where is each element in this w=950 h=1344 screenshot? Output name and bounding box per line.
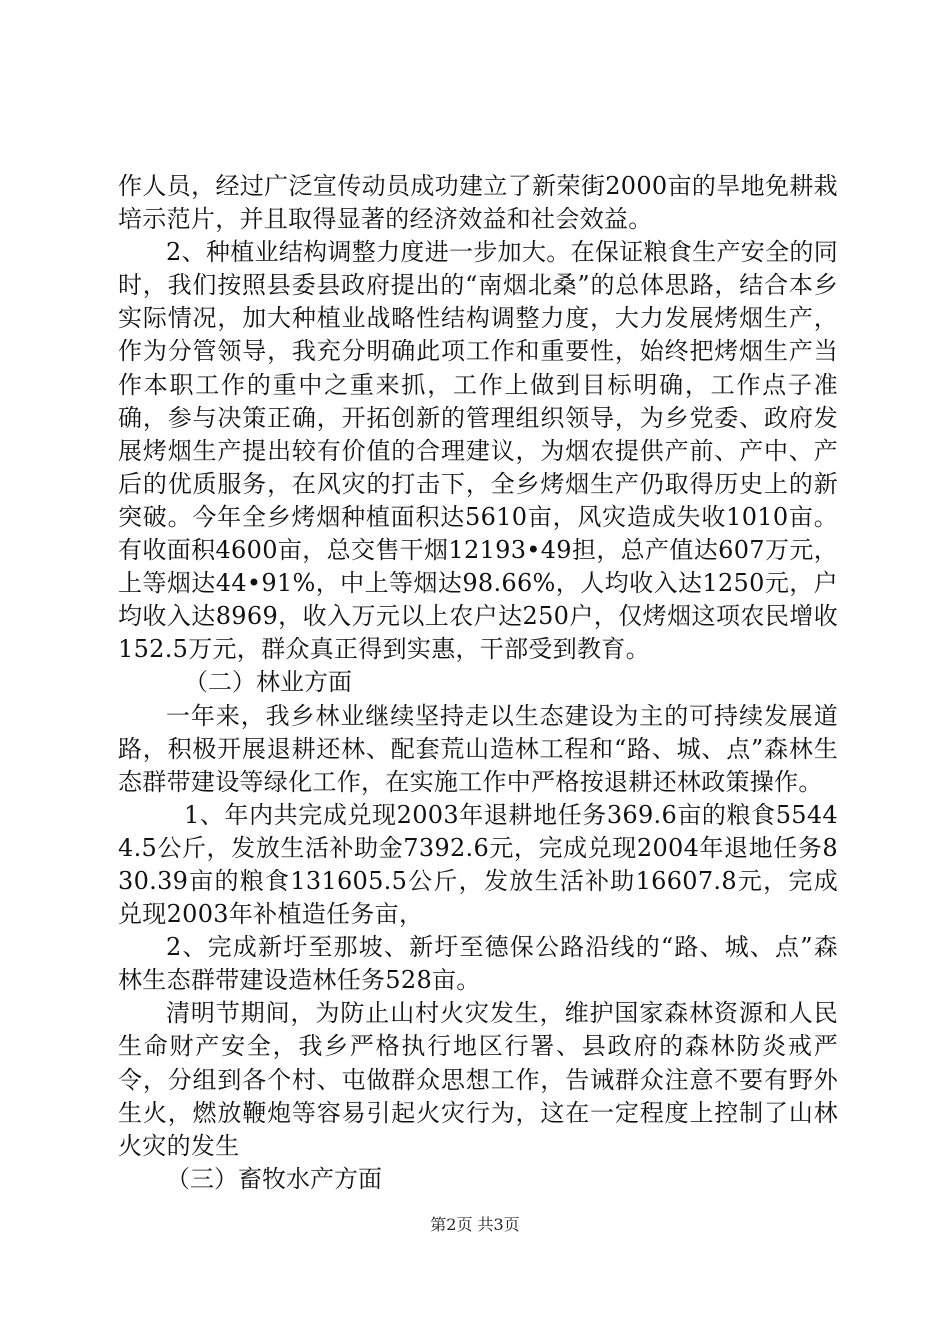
page-number: 第2页 共3页 — [430, 1215, 520, 1234]
paragraph-4: 1、年内共完成兑现2003年退耕地任务369.6亩的粮食55444.5公斤，发放生活补助金7392.6元，完成兑现2004年退地任务830.39亩的粮食131605.5公斤，发放生活补助16607.8元，完成兑现2003年补植造任务亩， — [118, 800, 838, 929]
paragraph-3: 一年来，我乡林业继续坚持走以生态建设为主的可持续发展道路，积极开展退耕还林、配套荒山造林工程和“路、城、点”森林生态群带建设等绿化工作，在实施工作中严格按退耕还林政策操作。 — [118, 701, 838, 796]
paragraph-1: 作人员，经过广泛宣传动员成功建立了新荣街2000亩的旱地免耕栽培示范片，并且取得显著的经济效益和社会效益。 — [118, 172, 838, 234]
section-heading-forestry: （二）林业方面 — [184, 668, 352, 697]
paragraph-5: 2、完成新圩至那坡、新圩至德保公路沿线的“路、城、点”森林生态群带建设造林任务528亩。 — [118, 933, 838, 995]
section-heading-livestock: （三）畜牧水产方面 — [166, 1164, 382, 1193]
document-body — [118, 170, 838, 1196]
paragraph-6: 清明节期间，为防止山村火灾发生，维护国家森林资源和人民生命财产安全，我乡严格执行地区行署、县政府的森林防炎戒严令，分组到各个村、屯做群众思想工作，告诫群众注意不要有野外生火，燃放鞭炮等容易引起火灾行为，这在一定程度上控制了山林火灾的发生 — [118, 999, 838, 1160]
paragraph-2: 2、种植业结构调整力度进一步加大。在保证粮食生产安全的同时，我们按照县委县政府提出的“南烟北桑”的总体思路，结合本乡实际情况，加大种植业战略性结构调整力度，大力发展烤烟生产，作为分管领导，我充分明确此项工作和重要性，始终把烤烟生产当作本职工作的重中之重来抓，工作上做到目标明确，工作点子准确，参与决策正确，开拓创新的管理组织领导，为乡党委、政府发展烤烟生产提出较有价值的合理建议，为烟农提供产前、产中、产后的优质服务，在风灾的打击下，全乡烤烟生产仍取得历史上的新突破。今年全乡烤烟种植面积达5610亩，风灾造成失收1010亩。有收面积4600亩，总交售干烟12193•49担，总产值达607万元，上等烟达44•91%，中上等烟达98.66%，人均收入达1250元，户均收入达8969，收入万元以上农户达250户，仅烤烟这项农民增收152.5万元，群众真正得到实惠，干部受到教育。 — [118, 238, 838, 664]
